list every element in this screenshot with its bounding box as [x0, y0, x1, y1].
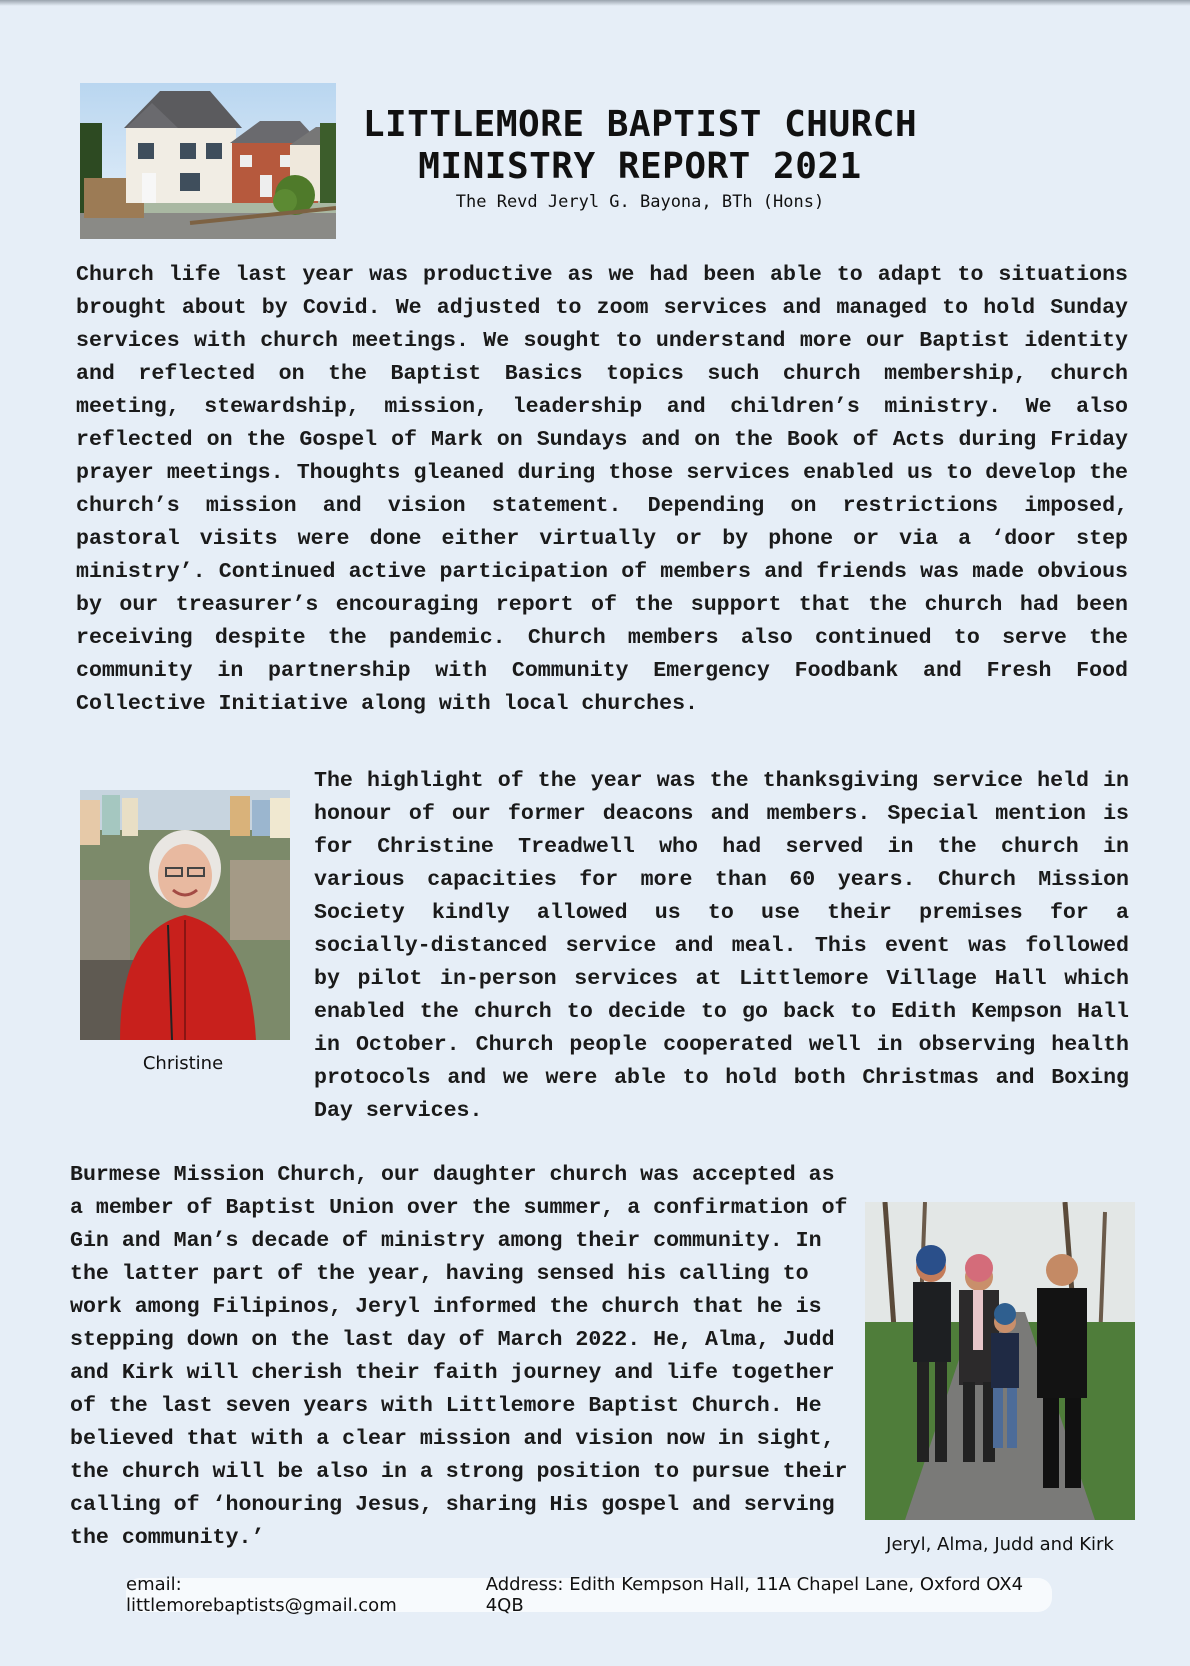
author-line: The Revd Jeryl G. Bayona, BTh (Hons) — [455, 192, 825, 212]
footer-address: Address: Edith Kempson Hall, 11A Chapel Lane, Oxford OX4 4QB — [485, 1574, 1024, 1616]
houses-photo — [80, 83, 336, 239]
church-name: LITTLEMORE BAPTIST CHURCH — [362, 104, 918, 145]
christine-photo — [80, 790, 290, 1040]
report-title: MINISTRY REPORT 2021 — [418, 146, 862, 187]
report-header — [345, 104, 935, 212]
caption-family: Jeryl, Alma, Judd and Kirk — [886, 1534, 1114, 1555]
paragraph-burmese-mission: Burmese Mission Church, our daughter church was accepted as a member of Baptist Union over the summer, a confirmation of Gin and Man’s decade of ministry among their community. In the latter part of the year, having sensed his calling to work among Filipinos, Jeryl informed the church that he is stepping down on the last day of March 2022. He, Alma, Judd and Kirk will cherish their faith journey and life together of the last seven years with Littlemore Baptist Church. He believed that with a clear mission and vision now in sight, the church will be also in a strong position to pursue their calling of ‘honouring Jesus, sharing His gospel and serving the community.’ — [70, 1163, 848, 1550]
paragraph-church-life: Church life last year was productive as we had been able to adapt to situations brought about by Covid. We adjusted to zoom services and managed to hold Sunday services with church meetings. We sought to understand more our Baptist identity and reflected on the Baptist Basics topics such church membership, church meeting, stewardship, mission, leadership and children’s ministry. We also reflected on the Gospel of Mark on Sundays and on the Book of Acts during Friday prayer meetings. Thoughts gleaned during those services enabled us to develop the church’s mission and vision statement. Depending on restrictions imposed, pastoral visits were done either virtually or by phone or via a ‘door step ministry’. Continued active participation of members and friends was made obvious by our treasurer’s encouraging report of the support that the church had been receiving despite the pandemic. Church members also continued to serve the community in partnership with Community Emergency Foodbank and Fresh Food Collective Initiative along with local churches. — [76, 263, 1128, 716]
family-photo — [865, 1202, 1135, 1520]
caption-christine: Christine — [142, 1053, 224, 1074]
paragraph-highlight: The highlight of the year was the thanksgiving service held in honour of our former deacons and members. Special mention is for Christine Treadwell who had served in the church in various capacities for more than 60 years. Church Mission Society kindly allowed us to use their premises for a socially-distanced service and meal. This event was followed by pilot in-person services at Littlemore Village Hall which enabled the church to decide to go back to Edith Kempson Hall in October. Church people cooperated well in observing health protocols and we were able to hold both Christmas and Boxing Day services. — [314, 769, 1129, 1123]
contact-footer — [126, 1574, 1052, 1616]
top-shadow — [0, 0, 1190, 6]
footer-email: email: littlemorebaptists@gmail.com — [126, 1574, 397, 1616]
